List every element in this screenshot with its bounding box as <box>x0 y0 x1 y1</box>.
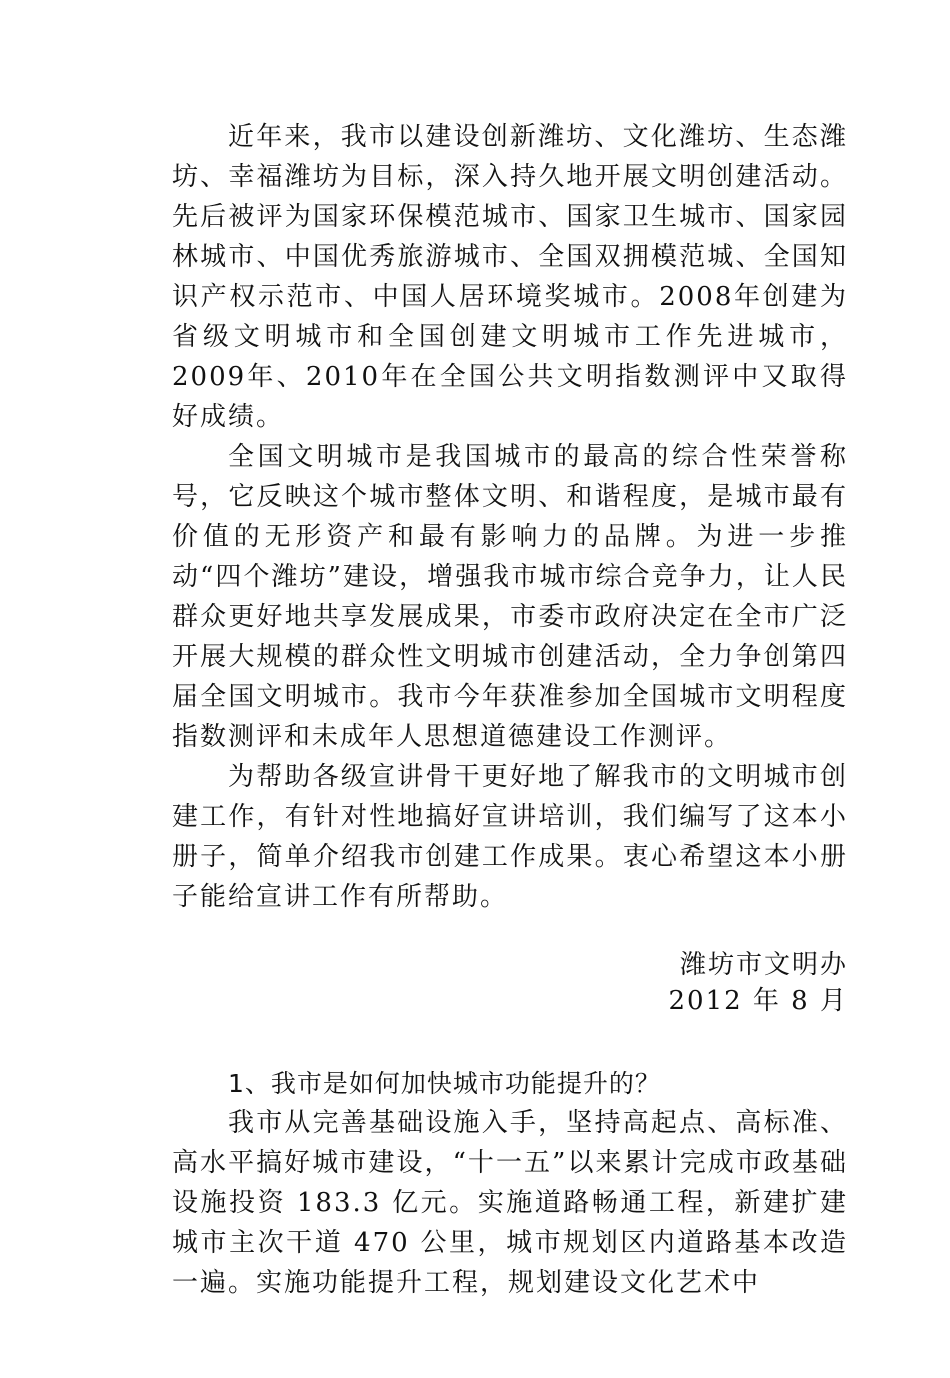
intro-paragraph-3: 为帮助各级宣讲骨干更好地了解我市的文明城市创建工作，有针对性地搞好宣讲培训，我们编写了这本小册子，简单介绍我市创建工作成果。衷心希望这本小册子能给宣讲工作有所帮助。 <box>172 762 848 912</box>
signature-date: 2012 年 8 月 <box>668 986 848 1016</box>
signature-block <box>172 947 848 1019</box>
signature-organization: 潍坊市文明办 <box>679 950 848 980</box>
section-heading: 1、我市是如何加快城市功能提升的？ <box>228 1069 661 1098</box>
intro-paragraph-2: 全国文明城市是我国城市的最高的综合性荣誉称号，它反映这个城市整体文明、和谐程度，是城市最有价值的无形资产和最有影响力的品牌。为进一步推动“四个潍坊”建设，增强我市城市综合竞争力，让人民群众更好地共享发展成果，市委市政府决定在全市广泛开展大规模的群众性文明城市创建活动，全力争创第四届全国文明城市。我市今年获准参加全国城市文明程度指数测评和未成年人思想道德建设工作测评。 <box>172 442 848 752</box>
section-paragraph: 我市从完善基础设施入手，坚持高起点、高标准、高水平搞好城市建设，“十一五”以来累计完成市政基础设施投资 183.3 亿元。实施道路畅通工程，新建扩建城市主次干道 470 公里，城市规划区内道路基本改造一遍。实施功能提升工程，规划建设文化艺术中 <box>172 1108 848 1298</box>
document-page <box>172 117 848 1303</box>
intro-paragraph-1: 近年来，我市以建设创新潍坊、文化潍坊、生态潍坊、幸福潍坊为目标，深入持久地开展文明创建活动。先后被评为国家环保模范城市、国家卫生城市、国家园林城市、中国优秀旅游城市、全国双拥模范城、全国知识产权示范市、中国人居环境奖城市。2008年创建为省级文明城市和全国创建文明城市工作先进城市，2009年、2010年在全国公共文明指数测评中又取得好成绩。 <box>172 122 848 432</box>
